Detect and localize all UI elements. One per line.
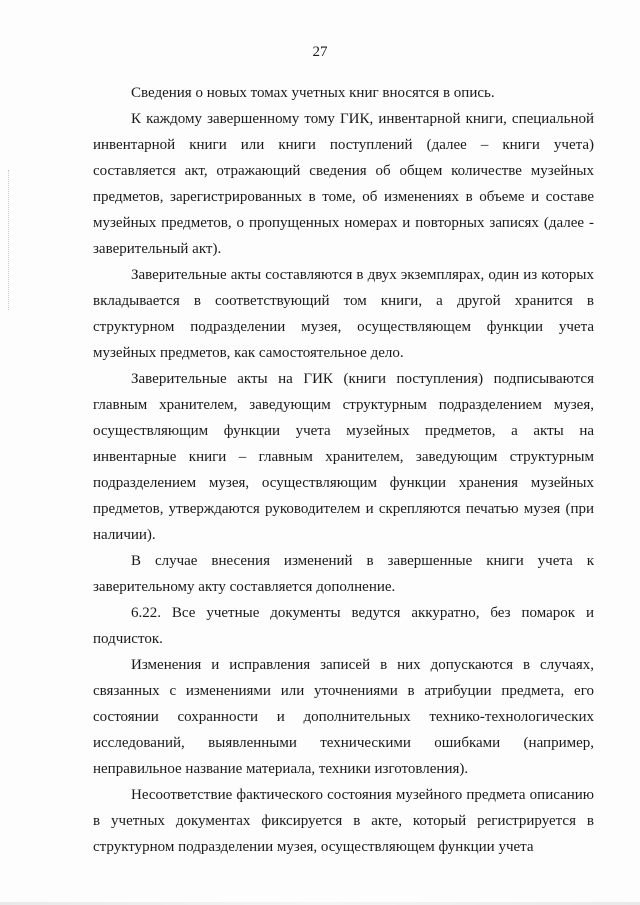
paragraph-3: Заверительные акты составляются в двух экземплярах, один из которых вкладывается в соответствующий том книги, а другой хранится в структурном подразделении музея, осуществляющем функции учета музейных предметов, как самостоятельное дело. <box>93 267 594 361</box>
paragraph-2: К каждому завершенному тому ГИК, инвентарной книги, специальной инвентарной книги или книги поступлений (далее – книги учета) составляется акт, отражающий сведения об общем количестве музейных предметов, зарегистрированных в томе, об изменениях в объеме и составе музейных предметов, о пропущенных номерах и повторных записях (далее - заверительный акт). <box>93 111 594 257</box>
paragraph-4: Заверительные акты на ГИК (книги поступления) подписываются главным хранителем, заведующим структурным подразделением музея, осуществляющим функции учета музейных предметов, а акты на инвентарные книги – главным хранителем, заведующим структурным подразделением музея, осуществляющим функции хранения музейных предметов, утверждаются руководителем и скрепляются печатью музея (при наличии). <box>93 371 594 543</box>
paragraph-8: Несоответствие фактического состояния музейного предмета описанию в учетных документах фиксируется в акте, который регистрируется в структурном подразделении музея, осуществляющем функции учета <box>93 787 594 855</box>
paragraph-1: Сведения о новых томах учетных книг вносятся в опись. <box>131 85 495 101</box>
paragraph-5: В случае внесения изменений в завершенные книги учета к заверительному акту составляется дополнение. <box>93 553 594 595</box>
document-body <box>93 80 594 860</box>
page-number: 27 <box>312 44 328 60</box>
paragraph-7: Изменения и исправления записей в них допускаются в случаях, связанных с изменениями или уточнениями в атрибуции предмета, его состоянии сохранности и дополнительных технико-технологических исследований, выявленными техническими ошибками (например, неправильное название материала, техники изготовления). <box>93 657 594 777</box>
binder-marks <box>8 170 13 310</box>
paragraph-6: 6.22. Все учетные документы ведутся аккуратно, без помарок и подчисток. <box>93 605 594 647</box>
